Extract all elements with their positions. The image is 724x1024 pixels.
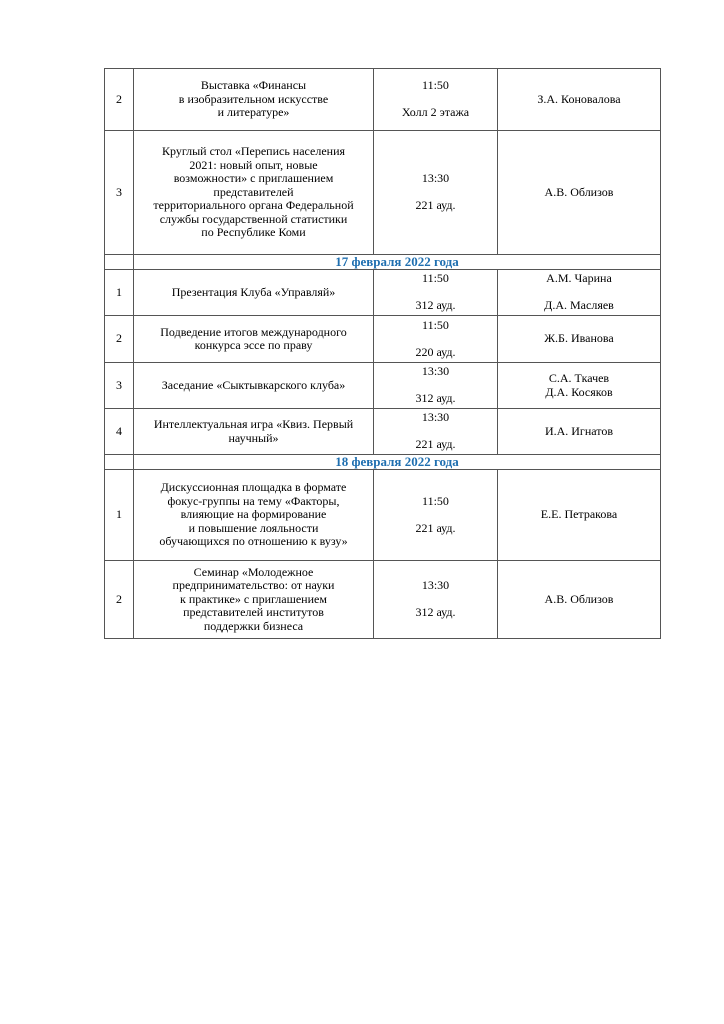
time-place (374, 316, 498, 363)
responsible-person: А.В. Облизов (498, 131, 661, 255)
time-place (374, 470, 498, 561)
event-title: Круглый стол «Перепись населения 2021: новый опыт, новые возможности» с приглашением представителей территориального органа Федеральной службы государственной статистики по Республике Коми (134, 131, 374, 255)
event-title: Выставка «Финансы в изобразительном искусстве и литературе» (134, 69, 374, 131)
row-number: 3 (105, 363, 134, 409)
event-time: 13:30 (421, 410, 450, 425)
time-place (374, 561, 498, 639)
event-title: Семинар «Молодежное предпринимательство: от науки к практике» с приглашением представителей институтов поддержки бизнеса (134, 561, 374, 639)
responsible-person: А.М. Чарина Д.А. Масляев (498, 270, 661, 316)
event-time: 13:30 (421, 171, 450, 186)
event-time: 11:50 (422, 493, 449, 508)
time-place (374, 131, 498, 255)
table-row (105, 470, 661, 561)
responsible-person: И.А. Игнатов (498, 409, 661, 455)
event-title: Презентация Клуба «Управляй» (134, 270, 374, 316)
date-header-row (105, 455, 661, 470)
event-time: 13:30 (421, 578, 450, 593)
date-header-row (105, 255, 661, 270)
event-place: 312 ауд. (415, 298, 456, 313)
table-row (105, 69, 661, 131)
event-place: 221 ауд. (415, 437, 456, 452)
event-place: 312 ауд. (415, 605, 456, 620)
table-row (105, 363, 661, 409)
row-number: 2 (105, 69, 134, 131)
event-title: Дискуссионная площадка в формате фокус-группы на тему «Факторы, влияющие на формирование и повышение лояльности обучающихся по отношению к вузу» (134, 470, 374, 561)
schedule-table (104, 68, 661, 639)
responsible-person: С.А. Ткачев Д.А. Косяков (498, 363, 661, 409)
time-place (374, 69, 498, 131)
row-number: 4 (105, 409, 134, 455)
responsible-person: З.А. Коновалова (498, 69, 661, 131)
event-time: 13:30 (421, 364, 450, 379)
row-number: 1 (105, 470, 134, 561)
time-place (374, 363, 498, 409)
date-header: 17 февраля 2022 года (134, 255, 661, 270)
row-number: 2 (105, 561, 134, 639)
event-place: 221 ауд. (415, 198, 456, 213)
row-number: 3 (105, 131, 134, 255)
responsible-person: А.В. Облизов (498, 561, 661, 639)
event-place: 221 ауд. (415, 520, 456, 535)
table-row (105, 270, 661, 316)
date-header: 18 февраля 2022 года (134, 455, 661, 470)
event-title: Интеллектуальная игра «Квиз. Первый научный» (134, 409, 374, 455)
event-place: 220 ауд. (415, 344, 456, 359)
table-row (105, 561, 661, 639)
table-row (105, 316, 661, 363)
table-row (105, 409, 661, 455)
time-place (374, 270, 498, 316)
event-time: 11:50 (422, 78, 449, 93)
event-title: Заседание «Сыктывкарского клуба» (134, 363, 374, 409)
event-place: Холл 2 этажа (401, 105, 470, 120)
event-place: 312 ауд. (415, 391, 456, 406)
event-title: Подведение итогов международного конкурса эссе по праву (134, 316, 374, 363)
responsible-person: Ж.Б. Иванова (498, 316, 661, 363)
event-time: 11:50 (422, 271, 449, 286)
table-row (105, 131, 661, 255)
row-number: 2 (105, 316, 134, 363)
event-time: 11:50 (422, 317, 449, 332)
responsible-person: Е.Е. Петракова (498, 470, 661, 561)
time-place (374, 409, 498, 455)
row-number: 1 (105, 270, 134, 316)
